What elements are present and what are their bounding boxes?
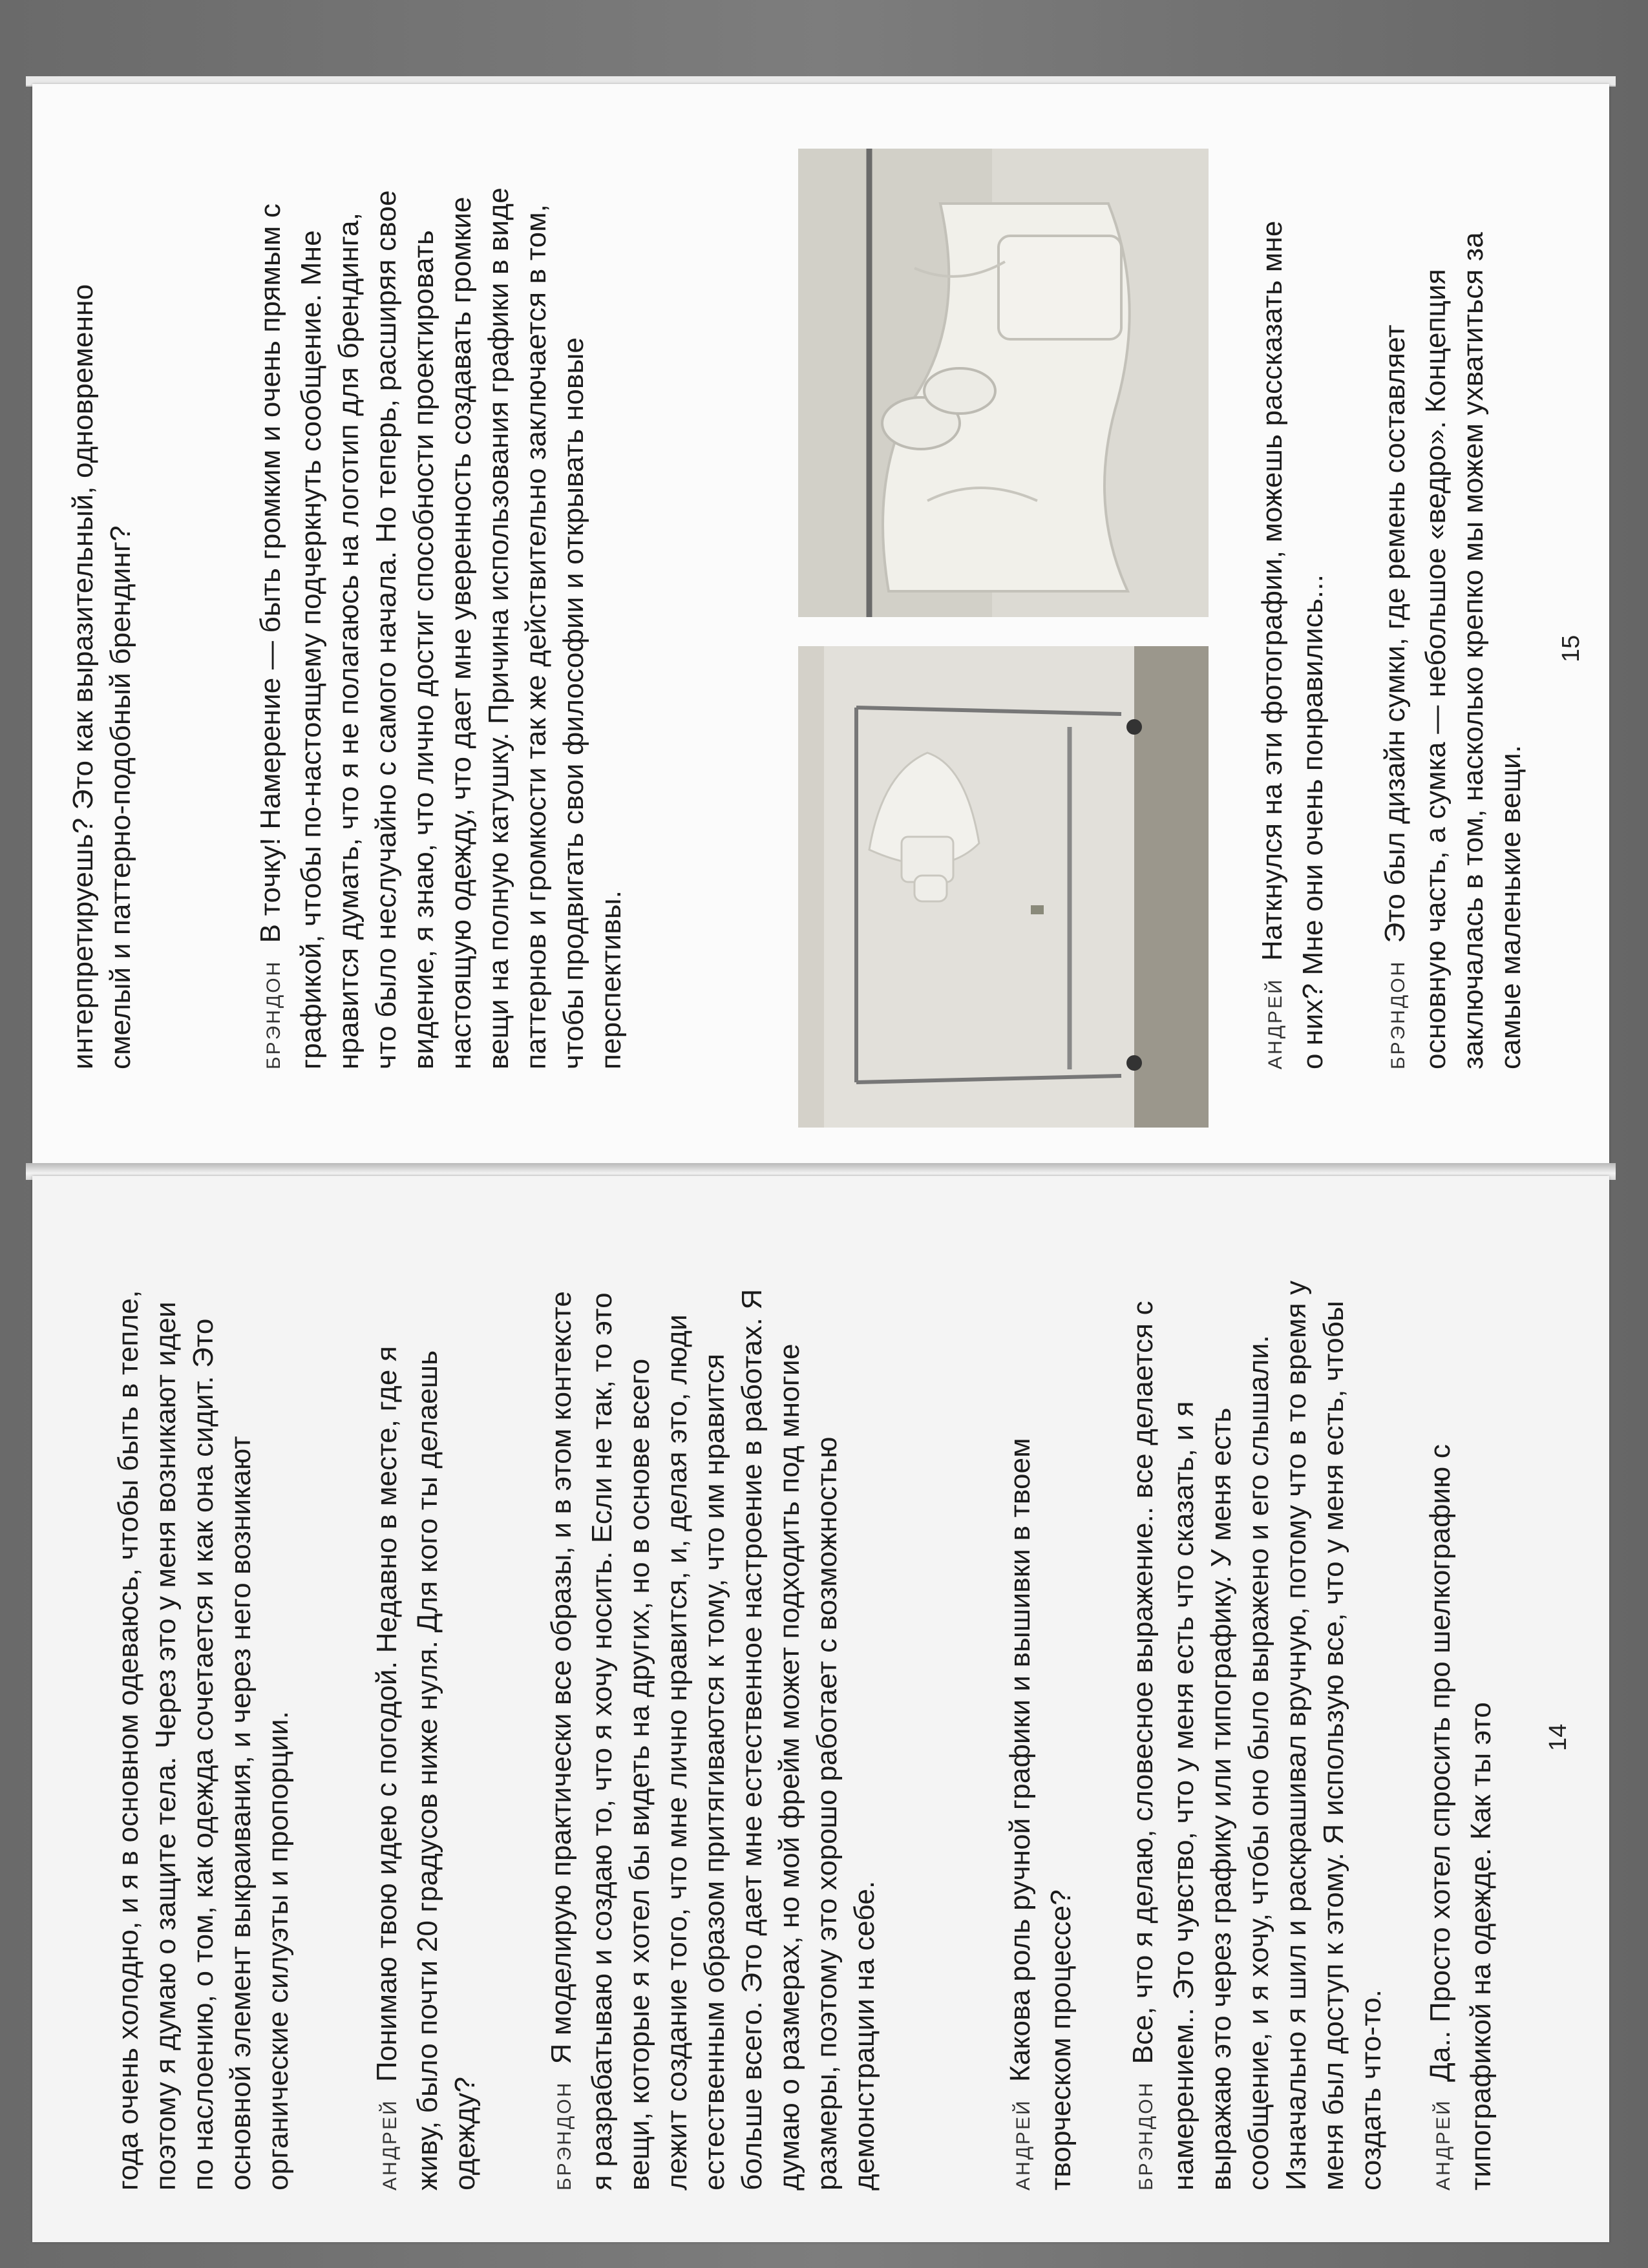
dialogue-text: Да.. Просто хотел спросить про шелкографию с типографикой на одежде. Как ты это	[1424, 1444, 1497, 2190]
continuation-text: интерпретируешь? Это как выразительный, одновременно смелый и паттерно-подобный брендинг?	[67, 284, 136, 1069]
dialogue-block-brandon-2	[1125, 1273, 1390, 2190]
rack-closeup-graphic	[798, 149, 1209, 617]
page-15-rotated	[32, 84, 1609, 1166]
dialogue-text: Все, что я делаю, словесное выражение.. все делается с намерением.. Это чувство, что у меня есть что сказать, и я выражаю это через графику или типографику. У меня есть сообщение, и я хочу, чтобы оно было выражено и его слышали. Изначально я шил и раскрашивал вручную, потому что в то время у меня был доступ к этому. Я использую все, что у меня есть, чтобы создать что-то.	[1127, 1280, 1387, 2190]
dialogue-block-andrey-1	[368, 1286, 484, 2190]
speaker-label: АНДРЕЙ	[1265, 978, 1286, 1069]
dialogue-block-andrey-1	[1254, 216, 1332, 1069]
dialogue-block-andrey-3	[1422, 1286, 1500, 2190]
speaker-label: БРЭНДОН	[1388, 960, 1409, 1069]
speaker-label: БРЭНДОН	[554, 2081, 575, 2190]
dialogue-block-brandon-1	[252, 165, 630, 1069]
continuation-text: года очень холодно, и я в основном одеваюсь, чтобы быть в тепле, поэтому я думаю о защите тела. Через это у меня возникают идеи по наслоению, о том, как одежда сочетается и как она сидит. Это основной элемент выкраивания, и через него возникают органические силуэты и пропорции.	[112, 1290, 294, 2190]
speaker-label: АНДРЕЙ	[1013, 2099, 1034, 2190]
dialogue-text: Понимаю твою идею с погодой. Недавно в месте, где я живу, было почти 20 градусов ниже нуля. Для кого ты делаешь одежду?	[371, 1345, 481, 2190]
dialogue-text: Это был дизайн сумки, где ремень составляет основную часть, а сумка — небольшое «ведро». Концепция заключалась в том, насколько крепко мы можем ухватиться за самые маленькие вещи.	[1379, 232, 1527, 1069]
speaker-label: БРЭНДОН	[263, 960, 284, 1069]
page-number: 14	[1545, 1723, 1572, 1751]
page-14-rotated	[32, 1176, 1609, 2242]
dialogue-text: Какова роль ручной графики и вышивки в твоем творческом процессе?	[1004, 1438, 1077, 2190]
page-number: 15	[1558, 635, 1585, 662]
speaker-label: АНДРЕЙ	[379, 2099, 401, 2190]
page-14	[32, 1176, 1609, 2242]
dialogue-block-andrey-2	[1002, 1286, 1080, 2190]
dialogue-block-brandon-2	[1377, 216, 1530, 1069]
dialogue-text: Наткнулся на эти фотографии, можешь рассказать мне о них? Мне они очень понравились...	[1256, 220, 1329, 1069]
speaker-label: АНДРЕЙ	[1433, 2099, 1454, 2190]
page-15	[32, 84, 1609, 1166]
rack-photo-graphic	[798, 646, 1209, 1128]
dialogue-text: Я моделирую практически все образы, и в этом контексте я разрабатываю и создаю то, что я хочу носить. Если не так, то это вещи, которые я хотел бы видеть на других, но в основе всего лежит создание того, что мне лично нравится, и, делая это, люди естественным образом притягиваются к тому, что им нравится больше всего. Это дает мне естественное настроение в работах. Я думаю о размерах, но мой фрейм может подходить под многие размеры, поэтому это хорошо работает с возможностью демонстрации на себе.	[545, 1288, 880, 2190]
dialogue-text: В точку! Намерение — быть громким и очень прямым с графикой, чтобы по-настоящему подчеркнуть сообщение. Мне нравится думать, что я не полагаюсь на логотип для брендинга, что было неслучайно с самого начала. Но теперь, расширяя свое видение, я знаю, что лично достиг способности проектировать настоящую одежду, что дает мне уверенность создавать громкие вещи на полную катушку. Причина использования графики в виде паттернов и громкости так же действительно заключается в том, чтобы продвигать свои философии и открывать новые перспективы.	[255, 187, 627, 1069]
speaker-label: БРЭНДОН	[1136, 2081, 1157, 2190]
dialogue-block-brandon-1	[543, 1273, 883, 2190]
photo-garment-rack-close	[798, 149, 1209, 617]
photo-garment-rack-wide	[798, 646, 1209, 1128]
text-block-continuation	[65, 178, 140, 1069]
text-block-continuation	[110, 1286, 297, 2190]
